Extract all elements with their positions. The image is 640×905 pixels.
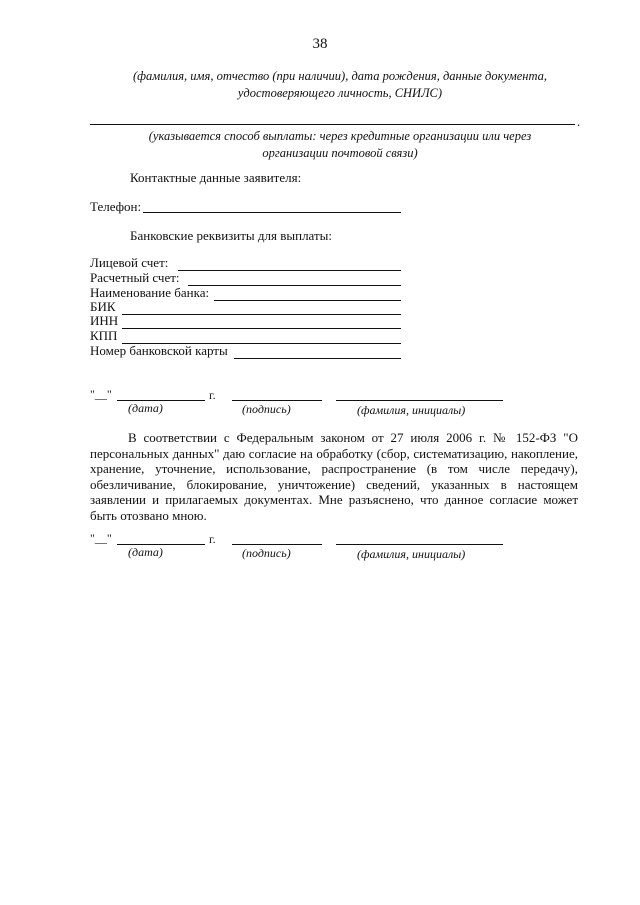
year-suffix-2: г. — [209, 532, 216, 546]
caption-fio: (фамилия, имя, отчество (при наличии), дата рождения, данные документа, удостоверяющего личность, СНИЛС) — [133, 69, 547, 100]
signature-caption-2: (подпись) — [242, 546, 291, 560]
bank-field-kpp-label: КПП — [90, 328, 118, 343]
signature-caption-1: (подпись) — [242, 402, 291, 416]
signature-line-1[interactable] — [232, 400, 322, 401]
payment-method-line — [90, 124, 575, 125]
date-quote-1: "__" — [90, 387, 112, 401]
bank-field-account-label: Лицевой счет: — [90, 255, 169, 270]
name-line-1[interactable] — [336, 400, 503, 401]
bank-field-bik-line[interactable] — [122, 314, 401, 315]
bank-field-account-line[interactable] — [178, 270, 401, 271]
signature-line-2[interactable] — [232, 544, 322, 545]
bank-field-settlement-label: Расчетный счет: — [90, 270, 180, 285]
name-line-2[interactable] — [336, 544, 503, 545]
phone-field-line[interactable] — [143, 212, 401, 213]
name-caption-1: (фамилия, инициалы) — [357, 403, 466, 417]
bank-field-bik-label: БИК — [90, 299, 116, 314]
date-quote-2: "__" — [90, 531, 112, 545]
trailing-dot: . — [577, 114, 581, 129]
bank-field-settlement-line[interactable] — [188, 285, 401, 286]
page-number: 38 — [312, 36, 328, 52]
bank-field-bank-name-line[interactable] — [214, 300, 401, 301]
date-caption-1: (дата) — [128, 401, 163, 415]
caption-payment-method: (указывается способ выплаты: через кредитные организации или через организации почтовой связи) — [148, 129, 532, 160]
date-caption-2: (дата) — [128, 545, 163, 559]
name-caption-2: (фамилия, инициалы) — [357, 547, 466, 561]
phone-label: Телефон: — [90, 199, 142, 214]
year-suffix-1: г. — [209, 388, 216, 402]
contacts-heading: Контактные данные заявителя: — [130, 170, 302, 185]
bank-heading: Банковские реквизиты для выплаты: — [130, 228, 333, 243]
consent-paragraph — [90, 430, 578, 524]
bank-field-inn-line[interactable] — [122, 328, 401, 329]
bank-field-inn-label: ИНН — [90, 313, 119, 328]
bank-field-card-line[interactable] — [234, 358, 401, 359]
consent-text: В соответствии с Федеральным законом от 27 июля 2006 г. № 152-ФЗ "О персональных данных" даю согласие на обработку (сбор, систематизацию, накопление, хранение, уточнение, использование, распространение (в том числе передачу), обезличивание, блокирование, уничтожение) сведений, указанных в настоящем заявлении и прилагаемых документах. Мне разъяснено, что данное согласие может быть отозвано мною. — [90, 430, 578, 523]
bank-field-bank-name-label: Наименование банка: — [90, 285, 210, 300]
bank-field-card-label: Номер банковской карты — [90, 343, 228, 358]
